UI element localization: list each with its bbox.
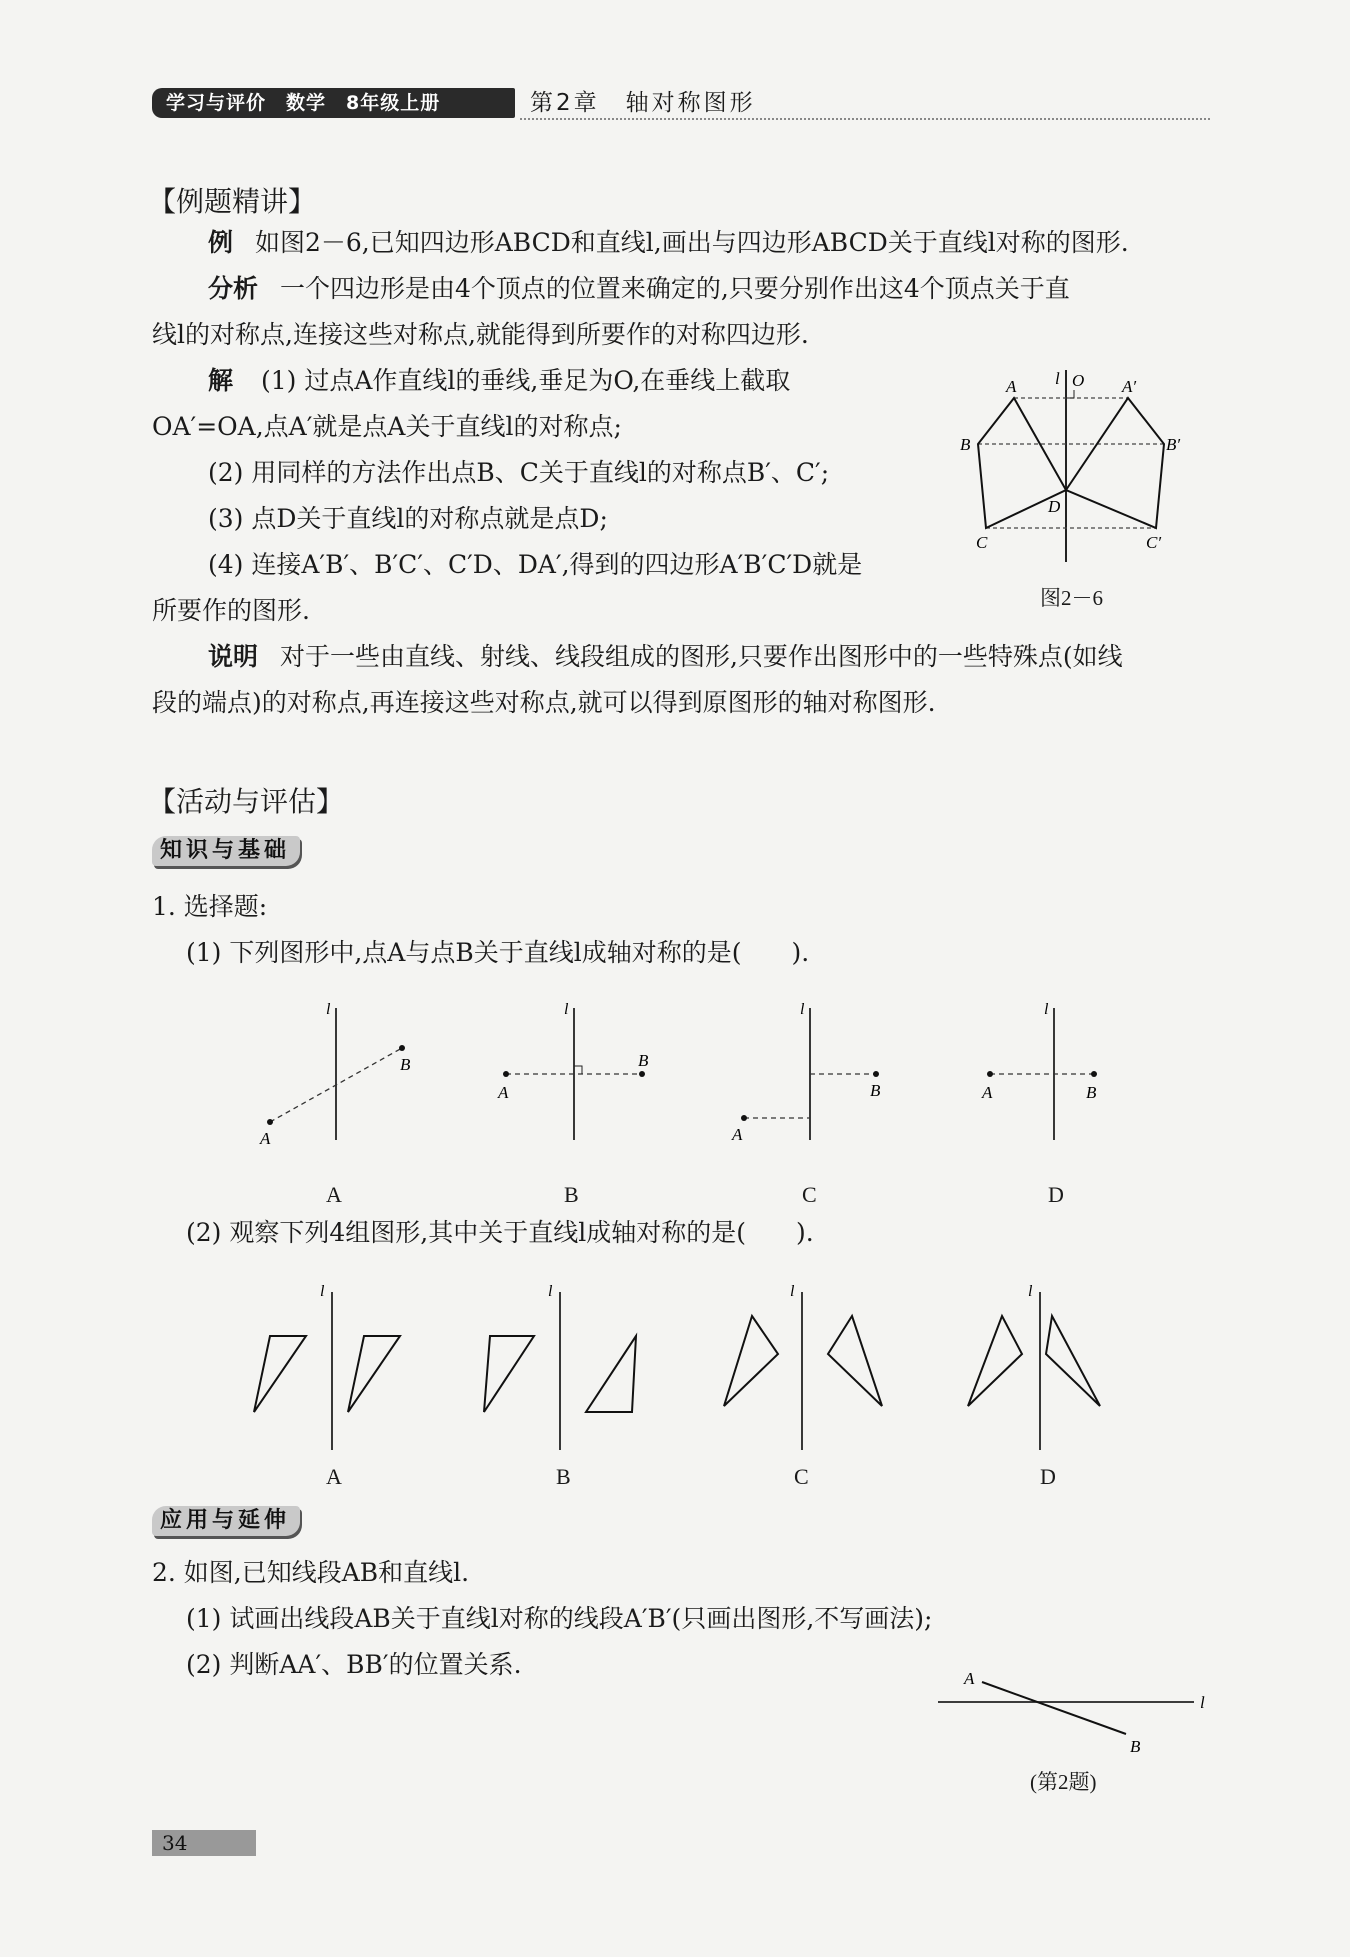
q2-caption: (第2题) — [1030, 1770, 1097, 1794]
fig-label-D: D — [1048, 497, 1061, 516]
solution-line-1: (1) 过点A作直线l的垂线,垂足为O,在垂线上截取 — [260, 366, 791, 395]
q1-sub1-options — [240, 1000, 1180, 1210]
q1b-option-C[interactable]: C — [794, 1464, 809, 1489]
q1b-A: A — [498, 1083, 509, 1102]
example-section-title: 【例题精讲】 — [148, 185, 317, 218]
analysis-line-1: 一个四边形是由4个顶点的位置来确定的,只要分别作出这4个顶点关于直 — [279, 274, 1070, 303]
solution-line-4: (3) 点D关于直线l的对称点就是点D; — [208, 504, 608, 533]
example-text: 如图2－6,已知四边形ABCD和直线l,画出与四边形ABCD关于直线l对称的图形. — [254, 228, 1129, 257]
q2d-l: l — [1028, 1283, 1033, 1300]
q1d-B: B — [1086, 1083, 1097, 1102]
q1-option-D[interactable]: D — [1048, 1182, 1064, 1207]
q2-sub1: (1) 试画出线段AB关于直线l对称的线段A′B′(只画出图形,不写画法); — [186, 1604, 933, 1633]
solution-line-2: OA′=OA,点A′就是点A关于直线l的对称点; — [152, 412, 622, 441]
note-paragraph — [208, 634, 1123, 680]
q1b-l: l — [564, 1001, 569, 1018]
q2a-l: l — [320, 1283, 325, 1300]
q1-option-A[interactable]: A — [326, 1182, 342, 1207]
solution-paragraph — [208, 358, 790, 404]
example-paragraph — [208, 220, 1129, 266]
figure-2-6-caption: 图2－6 — [1040, 586, 1103, 610]
q1-option-C[interactable]: C — [802, 1182, 817, 1207]
q1-sub2: (2) 观察下列4组图形,其中关于直线l成轴对称的是( ). — [186, 1218, 814, 1247]
solution-line-3: (2) 用同样的方法作出点B、C关于直线l的对称点B′、C′; — [208, 458, 830, 487]
q1-sub2-options — [240, 1280, 1180, 1460]
tag-knowledge-basics: 知识与基础 — [152, 836, 300, 866]
fig-label-B: B — [960, 435, 971, 454]
fig-label-C: C — [976, 533, 988, 552]
fig-label-l: l — [1055, 369, 1060, 388]
header-divider — [520, 118, 1210, 120]
activity-section-title: 【活动与评估】 — [148, 785, 345, 818]
q2-label-A: A — [964, 1669, 975, 1688]
note-label: 说明 — [208, 642, 259, 671]
q1-sub1: (1) 下列图形中,点A与点B关于直线l成轴对称的是( ). — [186, 938, 810, 967]
fig-label-O: O — [1072, 371, 1085, 390]
solution-line-5: (4) 连接A′B′、B′C′、C′D、DA′,得到的四边形A′B′C′D就是 — [208, 550, 863, 579]
fig-label-A: A — [1006, 377, 1017, 396]
q1c-l: l — [800, 1001, 805, 1018]
q2-sub2: (2) 判断AA′、BB′的位置关系. — [186, 1650, 522, 1679]
q2b-l: l — [548, 1283, 553, 1300]
book-title-banner: 学习与评价 数学 8年级上册 — [152, 88, 515, 118]
q1d-A: A — [982, 1083, 993, 1102]
fig-label-A-prime: A′ — [1122, 377, 1137, 396]
q1c-B: B — [870, 1081, 881, 1100]
analysis-line-2: 线l的对称点,连接这些对称点,就能得到所要作的对称四边形. — [152, 320, 809, 349]
note-line-2: 段的端点)的对称点,再连接这些对称点,就可以得到原图形的轴对称图形. — [152, 688, 936, 717]
q2-label-B: B — [1130, 1737, 1141, 1756]
fig-label-B-prime: B′ — [1166, 435, 1181, 454]
q2-label-l: l — [1200, 1693, 1205, 1712]
figure-2-6 — [950, 362, 1190, 572]
solution-label: 解 — [208, 366, 234, 395]
example-label: 例 — [208, 228, 234, 257]
q2-title: 2. 如图,已知线段AB和直线l. — [152, 1558, 470, 1587]
analysis-paragraph — [208, 266, 1070, 312]
q1a-l: l — [326, 1001, 331, 1018]
chapter-title: 第2章 轴对称图形 — [530, 90, 756, 116]
q1b-B: B — [638, 1051, 649, 1070]
q1b-option-D[interactable]: D — [1040, 1464, 1056, 1489]
q2-figure — [930, 1656, 1220, 1756]
q1b-option-A[interactable]: A — [326, 1464, 342, 1489]
page-number: 34 — [152, 1830, 256, 1856]
q2c-l: l — [790, 1283, 795, 1300]
q1-option-B[interactable]: B — [564, 1182, 579, 1207]
tag-application-extension: 应用与延伸 — [152, 1506, 300, 1536]
fig-label-C-prime: C′ — [1146, 533, 1162, 552]
note-line-1: 对于一些由直线、射线、线段组成的图形,只要作出图形中的一些特殊点(如线 — [279, 642, 1123, 671]
q1c-A: A — [732, 1125, 743, 1144]
q1a-B: B — [400, 1055, 411, 1074]
q1-title: 1. 选择题: — [152, 892, 268, 921]
solution-line-6: 所要作的图形. — [152, 596, 310, 625]
q1d-l: l — [1044, 1001, 1049, 1018]
q1a-A: A — [260, 1129, 271, 1148]
analysis-label: 分析 — [208, 274, 259, 303]
q1b-option-B[interactable]: B — [556, 1464, 571, 1489]
